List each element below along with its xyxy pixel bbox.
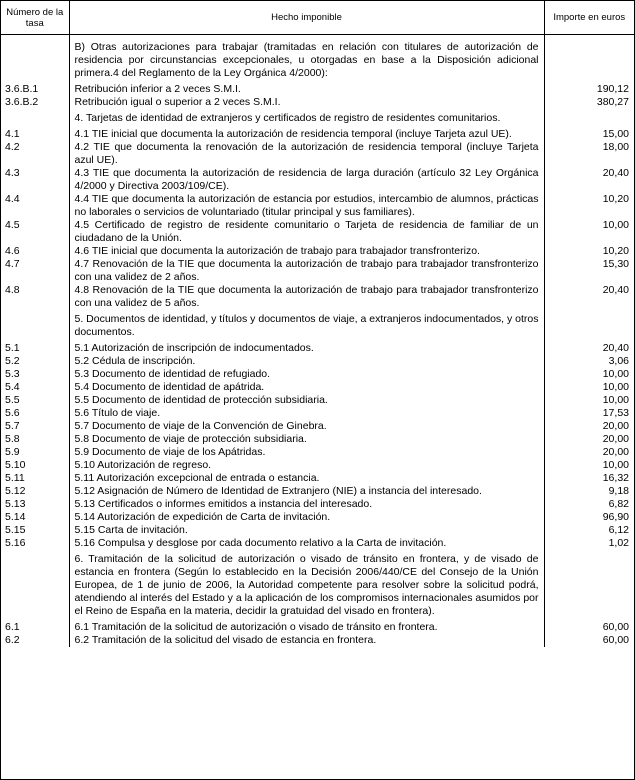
taxable-event: B) Otras autorizaciones para trabajar (tramitadas en relación con titulares de autorización de residencia por circunstancias excepcionales, u otorgadas en base a la Disposición adicional primera.4 del Reglamento de la Ley Orgánica 4/2000):: [69, 35, 544, 84]
section-row: [1, 550, 634, 621]
rate-number: 3.6.B.2: [5, 96, 39, 108]
table-row: [1, 128, 634, 141]
rate-number: 3.6.B.1: [5, 83, 39, 95]
amount: 9,18: [608, 485, 629, 497]
rate-number: 5.9: [5, 446, 20, 458]
rate-number: [1, 550, 69, 621]
header-fact: Hecho imponible: [69, 1, 544, 35]
table-row: [1, 141, 634, 167]
rate-number: 5.2: [5, 355, 20, 367]
rate-number: [1, 310, 69, 342]
rate-number: 5.15: [5, 524, 26, 536]
rate-number: 5.10: [5, 459, 26, 471]
amount: 10,00: [602, 219, 629, 231]
table-row: [1, 83, 634, 96]
rate-number: 4.7: [5, 258, 20, 270]
rate-number: 4.6: [5, 245, 20, 257]
table-row: [1, 219, 634, 245]
taxable-event: 4.8 Renovación de la TIE que documenta la autorización de trabajo para trabajador transfronterizo con una validez de 5 años.: [69, 284, 544, 310]
amount: [544, 35, 634, 84]
amount: 10,00: [602, 381, 629, 393]
table-row: [1, 459, 634, 472]
amount: 15,30: [602, 258, 629, 270]
taxable-event: 6. Tramitación de la solicitud de autorización o visado de tránsito en frontera, y de visado de estancia en frontera (Según lo establecido en la Decisión 2006/440/CE del Consejo de la Unión Europea, de 1 de junio de 2006, la Autoridad competente para resolver sobre la solicitud podrá, atendiendo al interés del Estado y a la aplicación de los compromisos internacionales asumidos por el Reino de España en la materia, decidir la gratuidad del visado en frontera).: [69, 550, 544, 621]
rate-number: 5.1: [5, 342, 20, 354]
rate-number: 4.4: [5, 193, 20, 205]
rate-number: 6.2: [5, 634, 20, 646]
amount: 16,32: [602, 472, 629, 484]
taxable-event: 5.12 Asignación de Número de Identidad de Extranjero (NIE) a instancia del interesado.: [69, 485, 544, 498]
amount: 60,00: [602, 634, 629, 646]
taxable-event: Retribución inferior a 2 veces S.M.I.: [69, 83, 544, 96]
rate-number: 5.4: [5, 381, 20, 393]
rate-number: 5.16: [5, 537, 26, 549]
amount: 20,40: [602, 284, 629, 296]
amount: 17,53: [602, 407, 629, 419]
taxable-event: 5.15 Carta de invitación.: [69, 524, 544, 537]
amount: 18,00: [602, 141, 629, 153]
taxable-event: 4.1 TIE inicial que documenta la autorización de residencia temporal (incluye Tarjeta azul UE).: [69, 128, 544, 141]
header-amount: Importe en euros: [544, 1, 634, 35]
rate-number: 4.8: [5, 284, 20, 296]
table-row: [1, 368, 634, 381]
rate-number: 5.13: [5, 498, 26, 510]
amount: 20,40: [602, 167, 629, 179]
amount: 190,12: [596, 83, 629, 95]
amount: 380,27: [596, 96, 629, 108]
table-row: [1, 511, 634, 524]
taxable-event: 5.5 Documento de identidad de protección subsidiaria.: [69, 394, 544, 407]
rate-number: 5.14: [5, 511, 26, 523]
taxable-event: 5.2 Cédula de inscripción.: [69, 355, 544, 368]
table-row: [1, 381, 634, 394]
fee-table: [1, 1, 634, 647]
taxable-event: 5.1 Autorización de inscripción de indocumentados.: [69, 342, 544, 355]
amount: 10,00: [602, 394, 629, 406]
amount: [544, 310, 634, 342]
taxable-event: 5.9 Documento de viaje de los Apátridas.: [69, 446, 544, 459]
table-row: [1, 537, 634, 550]
table-row: [1, 284, 634, 310]
amount: 20,40: [602, 342, 629, 354]
amount: 60,00: [602, 621, 629, 633]
amount: 20,00: [602, 433, 629, 445]
amount: 20,00: [602, 420, 629, 432]
rate-number: 4.3: [5, 167, 20, 179]
table-row: [1, 498, 634, 511]
table-row: [1, 621, 634, 634]
rate-number: 5.8: [5, 433, 20, 445]
table-row: [1, 245, 634, 258]
amount: 3,06: [608, 355, 629, 367]
rate-number: 5.12: [5, 485, 26, 497]
table-row: [1, 193, 634, 219]
rate-number: 5.6: [5, 407, 20, 419]
amount: 6,82: [608, 498, 629, 510]
taxable-event: 5.16 Compulsa y desglose por cada documento relativo a la Carta de invitación.: [69, 537, 544, 550]
amount: 15,00: [602, 128, 629, 140]
amount: 96,90: [602, 511, 629, 523]
taxable-event: 4.4 TIE que documenta la autorización de estancia por estudios, intercambio de alumnos, prácticas no laborales o servicios de voluntariado (titular principal y sus familiares).: [69, 193, 544, 219]
table-body: [1, 35, 634, 648]
rate-number: 4.2: [5, 141, 20, 153]
table-row: [1, 407, 634, 420]
amount: 10,20: [602, 245, 629, 257]
taxable-event: 5.10 Autorización de regreso.: [69, 459, 544, 472]
amount: 10,00: [602, 368, 629, 380]
taxable-event: 5.8 Documento de viaje de protección subsidiaria.: [69, 433, 544, 446]
table-row: [1, 485, 634, 498]
amount: 6,12: [608, 524, 629, 536]
table-header-row: [1, 1, 634, 35]
amount: [544, 550, 634, 621]
amount: [544, 109, 634, 128]
taxable-event: 5.7 Documento de viaje de la Convención de Ginebra.: [69, 420, 544, 433]
taxable-event: 4.2 TIE que documenta la renovación de la autorización de residencia temporal (incluye Tarjeta azul UE).: [69, 141, 544, 167]
amount: 20,00: [602, 446, 629, 458]
rate-number: 4.5: [5, 219, 20, 231]
taxable-event: 4.7 Renovación de la TIE que documenta la autorización de trabajo para trabajador transfronterizo con una validez de 2 años.: [69, 258, 544, 284]
section-row: [1, 109, 634, 128]
taxable-event: 4. Tarjetas de identidad de extranjeros y certificados de registro de residentes comunitarios.: [69, 109, 544, 128]
table-row: [1, 258, 634, 284]
taxable-event: 6.2 Tramitación de la solicitud del visado de estancia en frontera.: [69, 634, 544, 647]
taxable-event: 6.1 Tramitación de la solicitud de autorización o visado de tránsito en frontera.: [69, 621, 544, 634]
taxable-event: 5.14 Autorización de expedición de Carta de invitación.: [69, 511, 544, 524]
table-row: [1, 472, 634, 485]
table-row: [1, 342, 634, 355]
section-row: [1, 310, 634, 342]
taxable-event: 5.3 Documento de identidad de refugiado.: [69, 368, 544, 381]
amount: 10,20: [602, 193, 629, 205]
taxable-event: 4.3 TIE que documenta la autorización de residencia de larga duración (artículo 32 Ley Orgánica 4/2000 y Directiva 2003/109/CE).: [69, 167, 544, 193]
table-row: [1, 355, 634, 368]
rate-number: 5.3: [5, 368, 20, 380]
rate-number: 4.1: [5, 128, 20, 140]
table-row: [1, 433, 634, 446]
taxable-event: 5.6 Título de viaje.: [69, 407, 544, 420]
rate-number: 6.1: [5, 621, 20, 633]
table-row: [1, 167, 634, 193]
table-row: [1, 96, 634, 109]
table-row: [1, 420, 634, 433]
table-row: [1, 634, 634, 647]
taxable-event: 4.5 Certificado de registro de residente comunitario o Tarjeta de residencia de familiar de un ciudadano de la Unión.: [69, 219, 544, 245]
section-row: [1, 35, 634, 84]
table-row: [1, 394, 634, 407]
rate-number: [1, 109, 69, 128]
rate-number: 5.5: [5, 394, 20, 406]
rate-number: [1, 35, 69, 84]
table-row: [1, 446, 634, 459]
amount: 1,02: [608, 537, 629, 549]
rate-number: 5.7: [5, 420, 20, 432]
taxable-event: Retribución igual o superior a 2 veces S.M.I.: [69, 96, 544, 109]
taxable-event: 4.6 TIE inicial que documenta la autorización de trabajo para trabajador transfronterizo.: [69, 245, 544, 258]
taxable-event: 5.4 Documento de identidad de apátrida.: [69, 381, 544, 394]
rate-number: 5.11: [5, 472, 25, 484]
table-row: [1, 524, 634, 537]
amount: 10,00: [602, 459, 629, 471]
taxable-event: 5. Documentos de identidad, y títulos y documentos de viaje, a extranjeros indocumentados, y otros documentos.: [69, 310, 544, 342]
taxable-event: 5.11 Autorización excepcional de entrada o estancia.: [69, 472, 544, 485]
taxable-event: 5.13 Certificados o informes emitidos a instancia del interesado.: [69, 498, 544, 511]
header-number: Número de la tasa: [1, 1, 69, 35]
